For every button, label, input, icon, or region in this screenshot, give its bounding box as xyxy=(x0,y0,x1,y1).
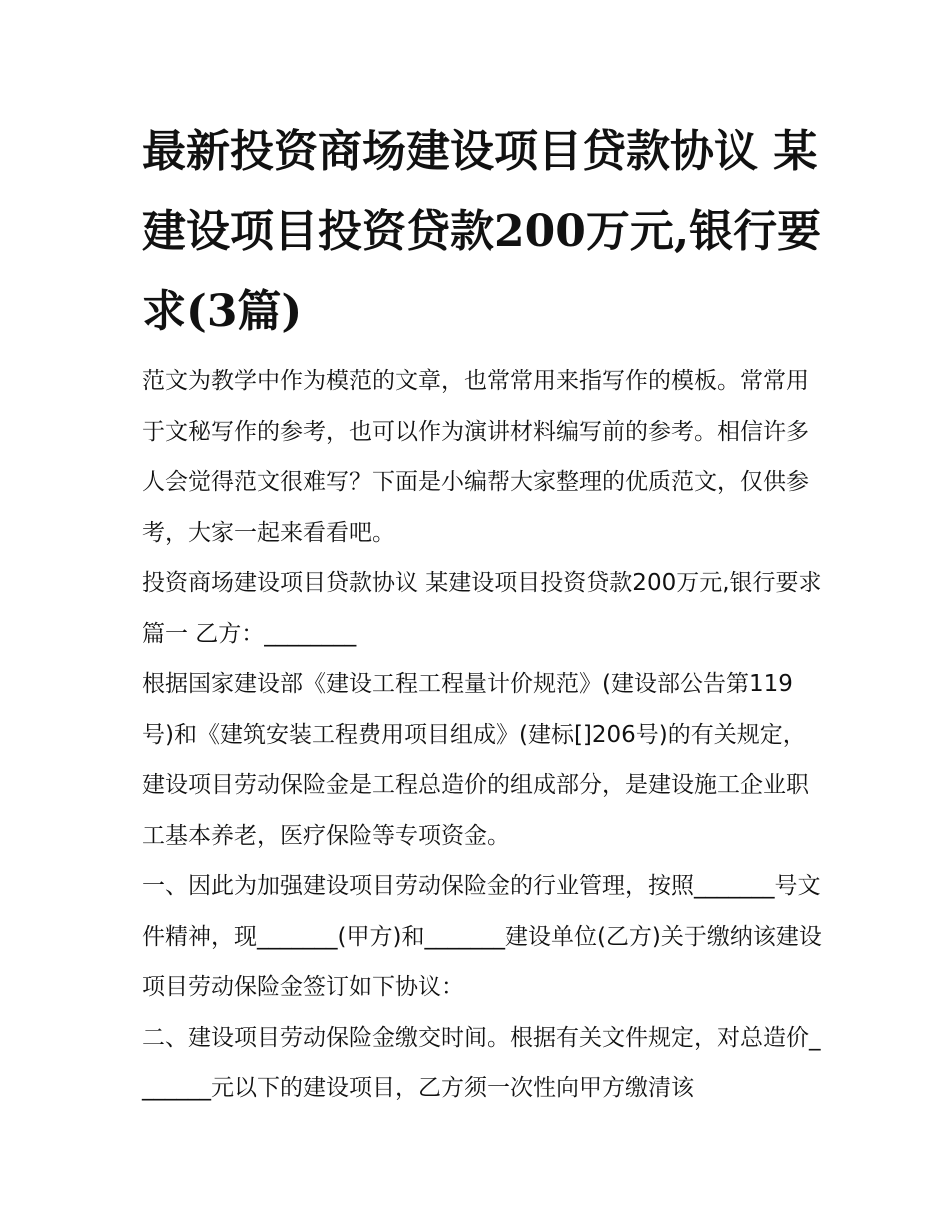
paragraph-clause-one: 一、因此为加强建设项目劳动保险金的行业管理，按照_______号文件精神，现_______(甲方)和_______建设单位(乙方)关于缴纳该建设项目劳动保险金签订如下协议： xyxy=(142,873,822,1000)
paragraph-clause-two: 二、建设项目劳动保险金缴交时间。根据有关文件规定，对总造价_______元以下的建设项目，乙方须一次性向甲方缴清该 xyxy=(142,1024,821,1101)
document-title: 最新投资商场建设项目贷款协议 某建设项目投资贷款200万元,银行要求(3篇) xyxy=(142,126,822,337)
paragraph-intro: 范文为教学中作为模范的文章，也常常用来指写作的模板。常常用于文秘写作的参考，也可以作为演讲材料编写前的参考。相信许多人会觉得范文很难写？下面是小编帮大家整理的优质范文，仅供参考，大家一起来看看吧。 xyxy=(142,368,809,546)
paragraph-heading-part-one: 投资商场建设项目贷款协议 某建设项目投资贷款200万元,银行要求篇一 乙方：________ xyxy=(142,570,822,647)
document-page xyxy=(142,112,822,1114)
paragraph-regulation: 根据国家建设部《建设工程工程量计价规范》(建设部公告第119号)和《建筑安装工程费用项目组成》(建标[]206号)的有关规定，建设项目劳动保险金是工程总造价的组成部分，是建设施工企业职工基本养老，医疗保险等专项资金。 xyxy=(142,671,809,849)
